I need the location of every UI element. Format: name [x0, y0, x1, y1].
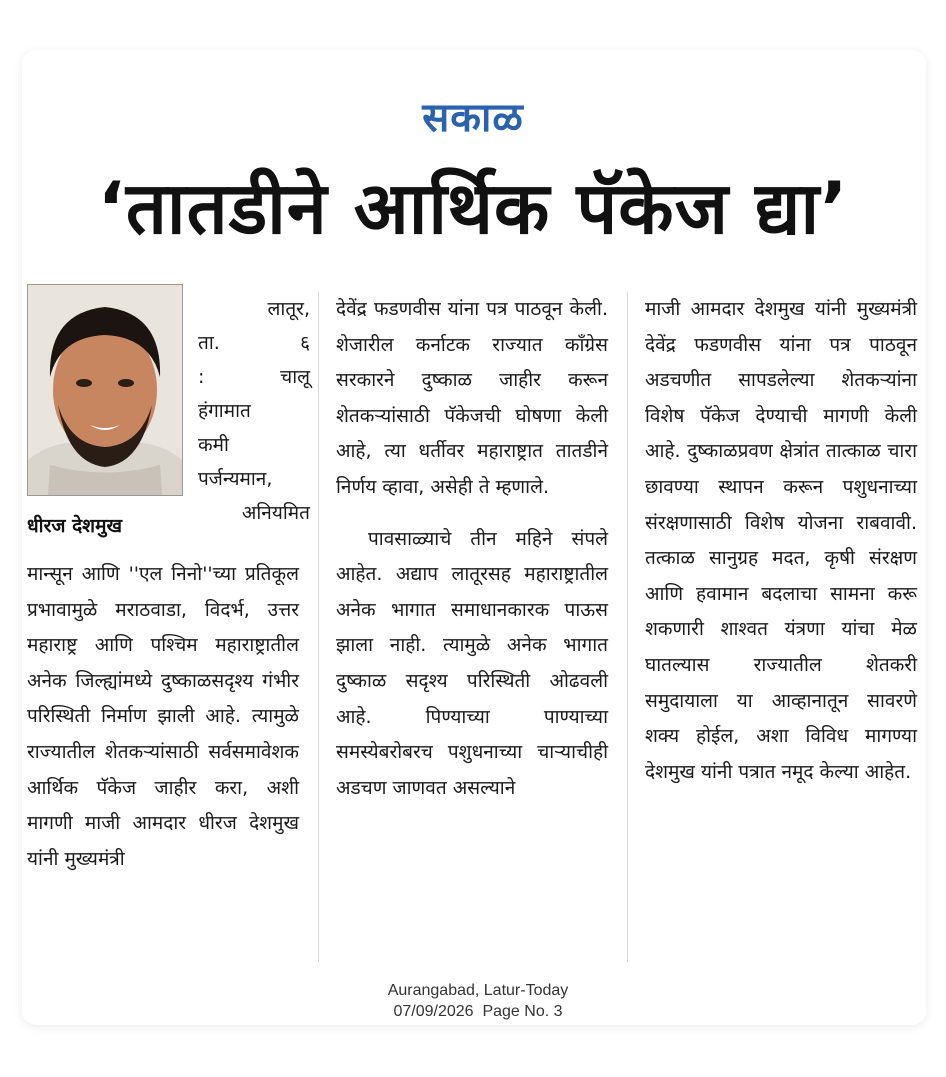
footer-date-page: 07/09/2026 Page No. 3	[393, 1003, 563, 1020]
dateline-city: लातूर,	[267, 298, 310, 320]
dateline-colon: :	[198, 366, 205, 388]
article-column-2	[336, 292, 608, 806]
person-photo	[27, 284, 183, 496]
dateline-colon-row	[198, 360, 310, 394]
column-1-text: मान्सून आणि ''एल निनो''च्या प्रतिकूल प्रभावामुळे मराठवाडा, विदर्भ, उत्तर महाराष्ट्र आणि पश्चिम महाराष्ट्रातील अनेक जिल्ह्यांमध्ये दुष्काळसदृश्य गंभीर परिस्थिती निर्माण झाली आहे. त्यामुळे राज्यातील शेतकऱ्यांसाठी सर्वसमावेशक आर्थिक पॅकेज जाहीर करा, अशी मागणी माजी आमदार धीरज देशमुख यांनी मुख्यमंत्री	[27, 563, 299, 870]
column-2-paragraph-1: देवेंद्र फडणवीस यांना पत्र पाठवून केली. शेजारील कर्नाटक राज्यात काँग्रेस सरकारने दुष्काळ जाहीर करून शेतकऱ्यांसाठी पॅकेजची घोषणा केली आहे, त्या धर्तीवर महाराष्ट्रात तातडीने निर्णय व्हावा, असेही ते म्हणाले.	[336, 298, 608, 498]
dateline-ta: ता.	[198, 332, 220, 354]
column-2-paragraph-2: पावसाळ्याचे तीन महिने संपले आहेत. अद्याप लातूरसह महाराष्ट्रातील अनेक भागात समाधानकारक पाऊस झाला नाही. त्यामुळे अनेक भागात दुष्काळ सदृश्य परिस्थिती ओढवली आहे. पिण्याच्या पाण्याच्या समस्येबरोबरच पशुधनाच्या चाऱ्याचीही अडचण जाणवत असल्याने	[336, 527, 608, 799]
dateline-date	[198, 326, 310, 360]
dateline	[198, 292, 310, 530]
column-divider	[318, 292, 319, 962]
page-footer	[0, 980, 946, 1022]
column-3-text: माजी आमदार देशमुख यांनी मुख्यमंत्री देवेंद्र फडणवीस यांना पत्र पाठवून अडचणीत सापडलेल्या शेतकऱ्यांना विशेष पॅकेज देण्याची मागणी केली आहे. दुष्काळप्रवण क्षेत्रांत तात्काळ चारा छावण्या स्थापन करून पशुधनाच्या संरक्षणासाठी विशेष योजना राबवावी. तत्काळ सानुग्रह मदत, कृषी संरक्षण आणि हवामान बदलाचा सामना करू शकणारी शाश्वत यंत्रणा यांचा मेळ घातल्यास राज्यातील शेतकरी समुदायाला या आव्हानातून सावरणे शक्य होईल, अशा विविध मागण्या देशमुख यांनी पत्रात नमूद केल्या आहेत.	[645, 298, 917, 783]
newspaper-masthead: सकाळ	[422, 95, 524, 141]
column-divider	[627, 292, 628, 962]
photo-caption: धीरज देशमुख	[27, 515, 123, 537]
dateline-day: ६	[300, 332, 310, 354]
dateline-chalu: चालू	[280, 366, 310, 388]
dateline-line: हंगामात	[198, 400, 251, 422]
footer-edition: Aurangabad, Latur-Today	[387, 982, 569, 999]
dateline-line: कमी	[198, 434, 229, 456]
article-column-3	[645, 292, 917, 790]
headline: ‘तातडीने आर्थिक पॅकेज द्या’	[97, 166, 849, 250]
dateline-line: पर्जन्यमान,	[198, 468, 273, 490]
portrait-illustration	[28, 285, 182, 495]
dateline-line: अनियमित	[241, 502, 310, 524]
article-column-1	[27, 557, 299, 877]
